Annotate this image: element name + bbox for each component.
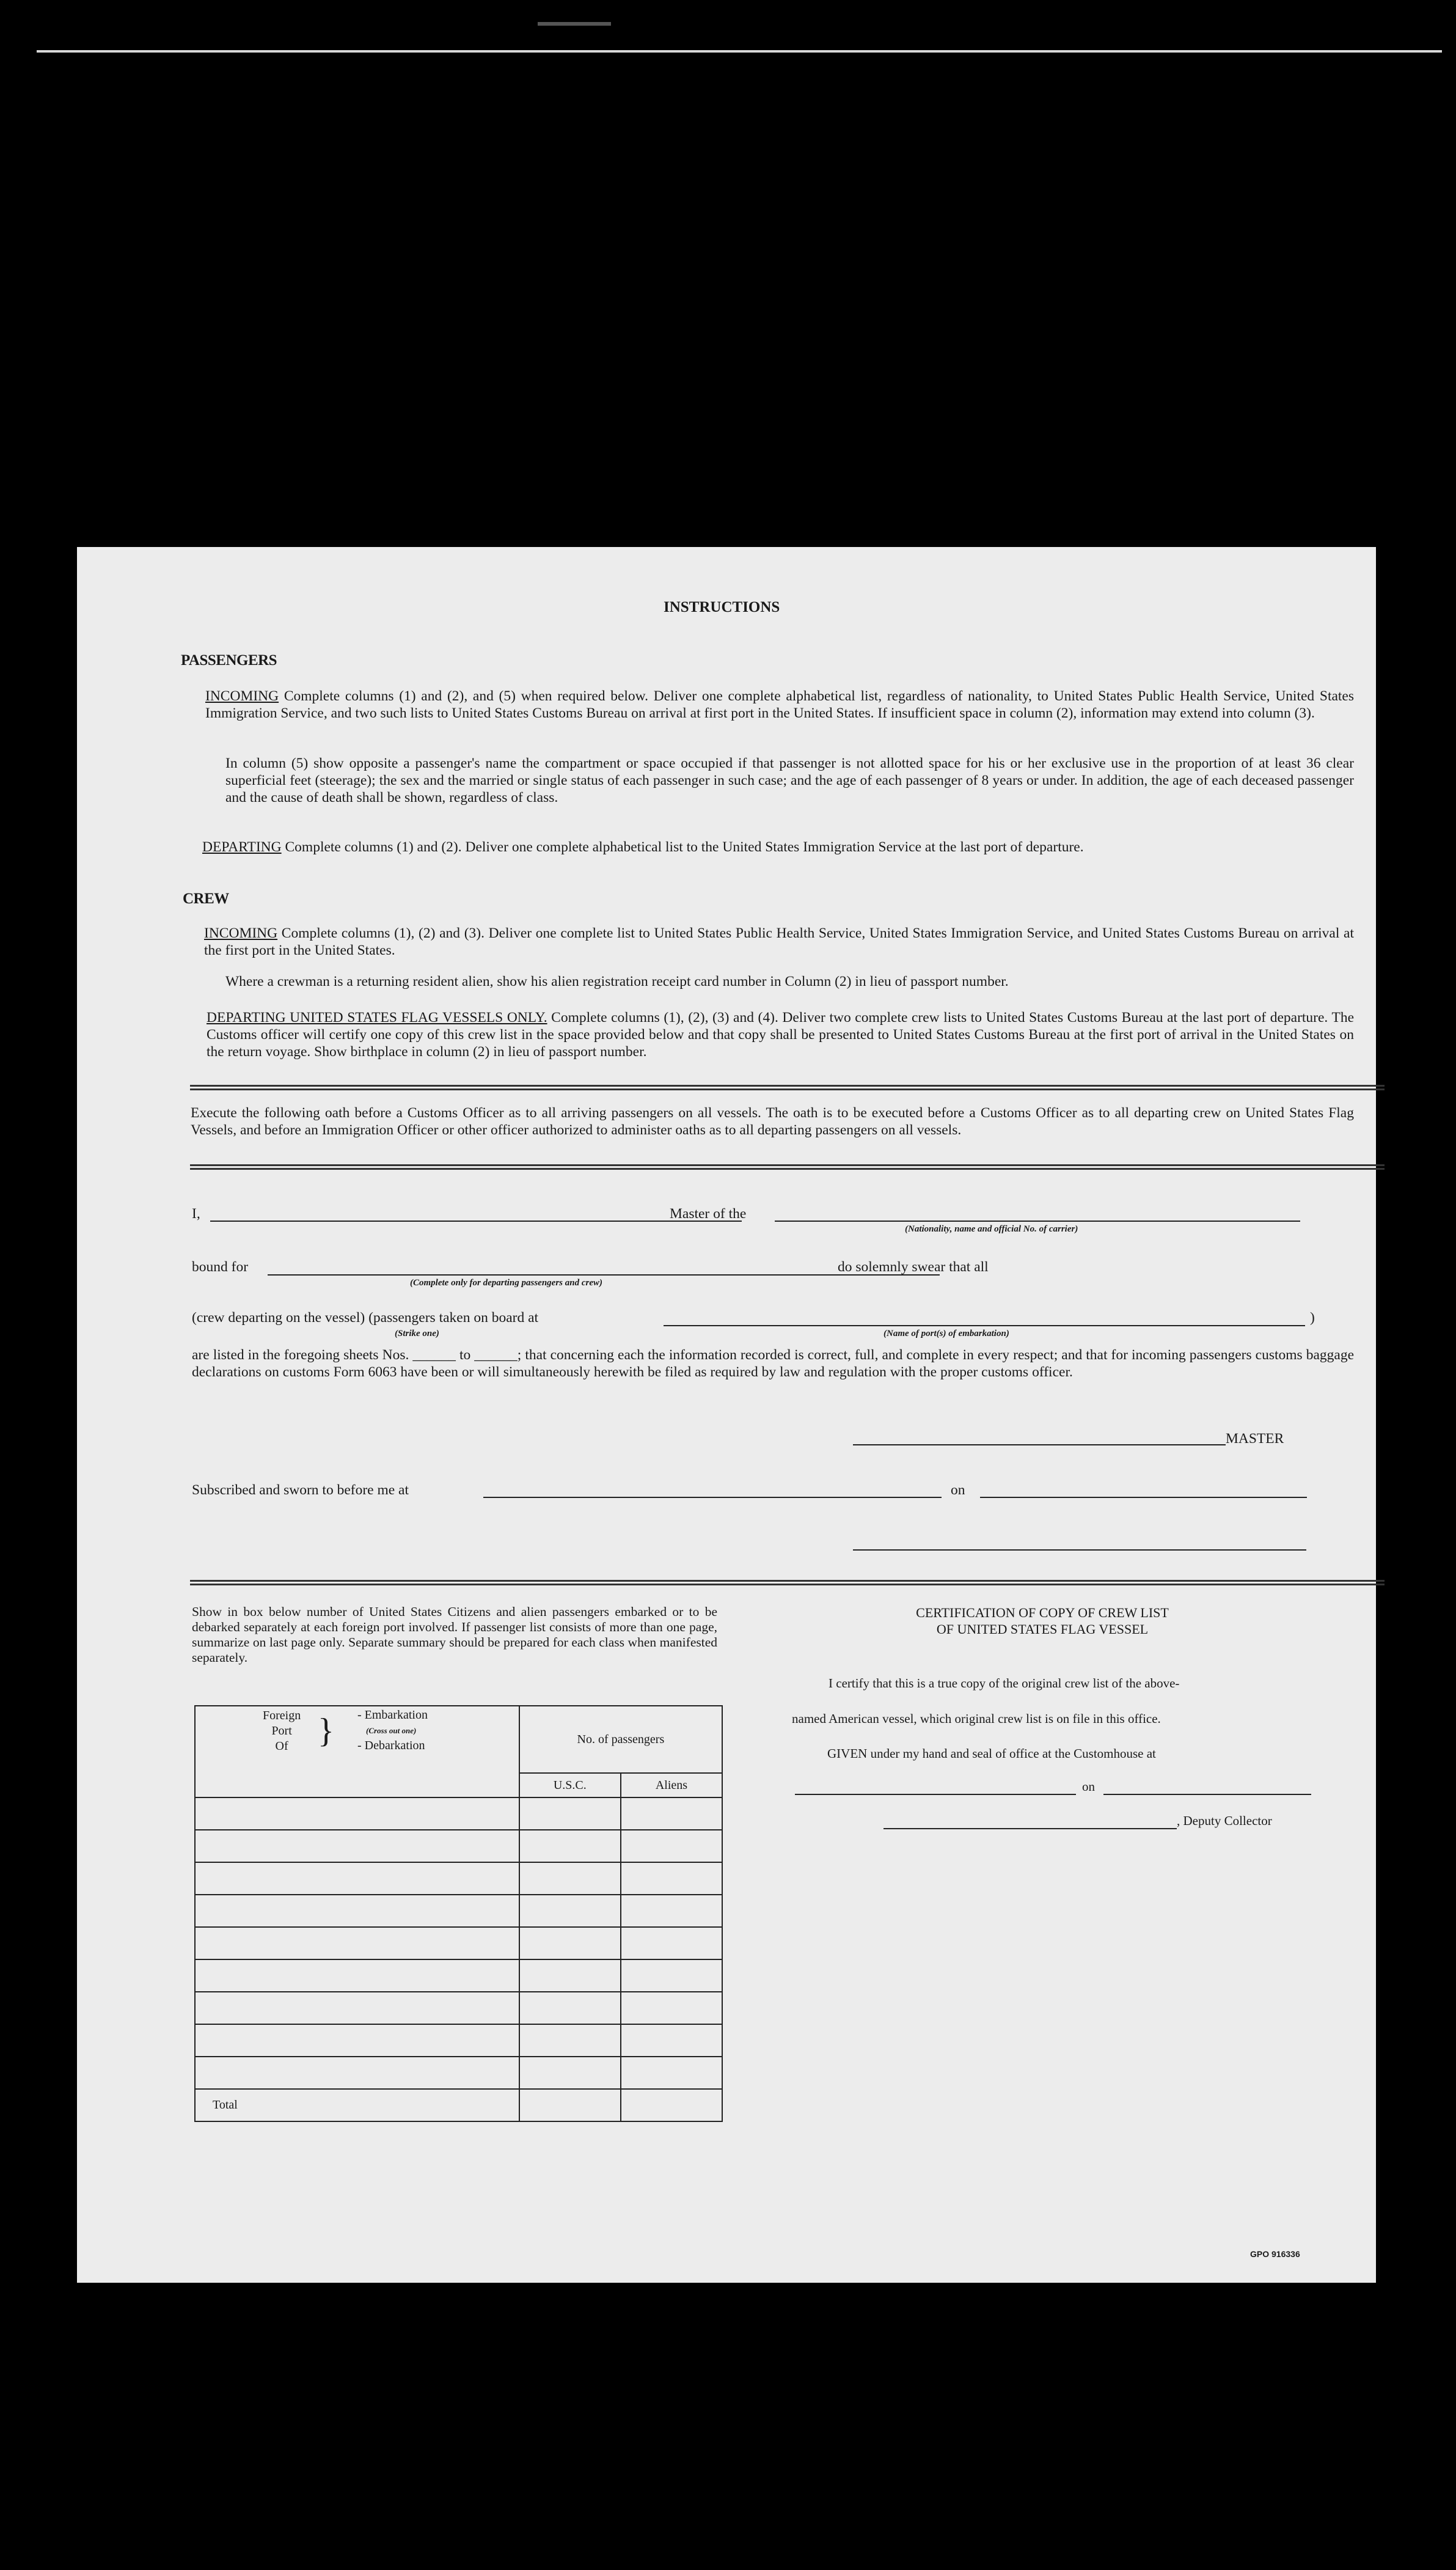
oath-intro: Execute the following oath before a Customs Officer as to all arriving passengers on all vessels. The oath is to be executed before a Customs Officer as to all departing crew on United States Flag Vessels, and before an Immigration Officer or other officer authorized to administer oaths as to all departing passengers on all vessels. xyxy=(191,1105,1354,1138)
departing-label: DEPARTING xyxy=(202,839,282,855)
crew-departing-text: (crew departing on the vessel) (passengers taken on board at xyxy=(192,1310,539,1326)
passengers-departing-paragraph xyxy=(202,839,1354,856)
total-row xyxy=(195,2089,722,2121)
incoming-label: INCOMING xyxy=(205,688,279,704)
crew-departing-label: DEPARTING UNITED STATES FLAG VESSELS ONLY. xyxy=(207,1010,547,1026)
divider xyxy=(190,1164,1385,1170)
gpo-code: GPO 916336 xyxy=(1250,2249,1300,2259)
crew-incoming-text: Complete columns (1), (2) and (3). Deliver one complete list to United States Public Health Service, United States Immigration Service, and United States Customs Bureau on arrival at the first port in the United States. xyxy=(204,925,1354,958)
master-signature-line[interactable] xyxy=(853,1444,1226,1445)
table-row xyxy=(195,1959,722,1992)
crew-heading: CREW xyxy=(183,890,229,907)
summary-instructions: Show in box below number of United States Citizens and alien passengers embarked or to be debarked separately at each foreign port involved. If passenger list consists of more than one page, summarize on last page only. Separate summary should be prepared for each class when manifested separately. xyxy=(192,1604,717,1665)
table-row xyxy=(195,1992,722,2024)
passengers-heading: PASSENGERS xyxy=(181,652,277,669)
passenger-summary-table xyxy=(194,1705,723,2122)
divider xyxy=(190,1580,1385,1585)
port-note: (Name of port(s) of embarkation) xyxy=(883,1329,1009,1338)
crew-incoming-paragraph xyxy=(204,925,1354,959)
cross-out-note: (Cross out one) xyxy=(366,1726,417,1735)
resident-alien-paragraph: Where a crewman is a returning resident alien, show his alien registration receipt card number in Column (2) in lieu of passport number. xyxy=(225,974,1009,989)
master-signature-label: MASTER xyxy=(1226,1431,1284,1447)
crew-departing-paragraph xyxy=(207,1009,1354,1060)
swear-text: do solemnly swear that all xyxy=(838,1259,989,1275)
table-row xyxy=(195,2024,722,2057)
passengers-incoming-paragraph xyxy=(205,688,1354,722)
deputy-collector-label: , Deputy Collector xyxy=(1177,1813,1272,1828)
table-row xyxy=(195,1862,722,1895)
certification-title xyxy=(798,1604,1287,1637)
foreign-port-header xyxy=(195,1706,519,1797)
certification-text-2: named American vessel, which original crew list is on file in this office. xyxy=(792,1711,1161,1726)
sworn-date-field[interactable] xyxy=(980,1497,1307,1498)
on-label: on xyxy=(951,1482,965,1498)
of-label: Of xyxy=(275,1739,288,1753)
form-page xyxy=(77,547,1376,2283)
close-paren: ) xyxy=(1310,1310,1315,1326)
total-label: Total xyxy=(195,2089,519,2121)
column5-paragraph: In column (5) show opposite a passenger's name the compartment or space occupied if that passenger is not allotted space for his or her exclusive use in the proportion of at least 36 clear superficial feet (steerage); the sex and the married or single status of each passenger in such case; and the age of each passenger of 8 years or under. In addition, the age of each deceased passenger and the cause of death shall be shown, regardless of class. xyxy=(225,755,1354,806)
bound-for-label: bound for xyxy=(192,1259,249,1275)
complete-note: (Complete only for departing passengers and crew) xyxy=(410,1278,602,1288)
carrier-field[interactable] xyxy=(775,1221,1300,1222)
i-label: I, xyxy=(192,1206,200,1222)
aliens-header: Aliens xyxy=(621,1773,722,1797)
table-row xyxy=(195,2057,722,2089)
certification-title-2: OF UNITED STATES FLAG VESSEL xyxy=(936,1621,1149,1637)
deputy-signature-line[interactable] xyxy=(883,1828,1177,1829)
certification-text-3: GIVEN under my hand and seal of office at the Customhouse at xyxy=(827,1746,1156,1761)
incoming-text: Complete columns (1) and (2), and (5) when required below. Deliver one complete alphabetical list, regardless of nationality, to United States Public Health Service, United States Immigration Service, and two such lists to United States Customs Bureau on arrival at first port in the United States. If insufficient space in column (2), information may extend into column (3). xyxy=(205,688,1355,721)
nationality-note: (Nationality, name and official No. of carrier) xyxy=(905,1224,1078,1234)
sworn-place-field[interactable] xyxy=(483,1497,942,1498)
crew-incoming-label: INCOMING xyxy=(204,925,278,941)
cert-date-field[interactable] xyxy=(1103,1794,1311,1795)
usc-header: U.S.C. xyxy=(519,1773,621,1797)
foreign-label: Foreign xyxy=(263,1709,301,1722)
port-embarkation-field[interactable] xyxy=(664,1325,1305,1326)
table-row xyxy=(195,1895,722,1927)
table-row xyxy=(195,1830,722,1862)
brace-icon: } xyxy=(318,1712,334,1750)
departing-text: Complete columns (1) and (2). Deliver one complete alphabetical list to the United States Immigration Service at the last port of departure. xyxy=(285,839,1084,855)
subscribed-label: Subscribed and sworn to before me at xyxy=(192,1482,409,1498)
embarkation-option[interactable]: - Embarkation xyxy=(357,1708,428,1722)
page-title: INSTRUCTIONS xyxy=(664,599,780,615)
divider xyxy=(190,1085,1385,1090)
crew-departing-text: Complete columns (1), (2), (3) and (4). Deliver two complete crew lists to United States Customs Bureau at the last port of departure. The Customs officer will certify one copy of this crew list in the space provided below and that copy shall be presented to United States Customs Bureau at the first port of arrival in the United States on the return voyage. Show birthplace in column (2) in lieu of passport number. xyxy=(207,1010,1354,1060)
debarkation-option[interactable]: - Debarkation xyxy=(357,1739,425,1752)
strike-one-note: (Strike one) xyxy=(395,1329,439,1338)
officer-signature-line[interactable] xyxy=(853,1549,1306,1551)
port-label: Port xyxy=(271,1724,292,1738)
master-of-label: Master of the xyxy=(670,1206,747,1222)
certification-title-1: CERTIFICATION OF COPY OF CREW LIST xyxy=(916,1605,1169,1620)
master-name-field[interactable] xyxy=(210,1221,742,1222)
certification-text-1: I certify that this is a true copy of the original crew list of the above- xyxy=(829,1676,1180,1691)
scan-noise xyxy=(538,22,611,26)
table-row xyxy=(195,1927,722,1959)
cert-on-label: on xyxy=(1082,1779,1095,1794)
no-of-passengers-header: No. of passengers xyxy=(519,1706,722,1773)
table-row xyxy=(195,1797,722,1830)
customhouse-field[interactable] xyxy=(795,1794,1076,1795)
listed-paragraph: are listed in the foregoing sheets Nos. ______ to ______; that concerning each the information recorded is correct, full, and complete in every respect; and that for incoming passengers customs baggage declarations on customs Form 6063 have been or will simultaneously herewith be filed as required by law and regulation with the proper customs officer. xyxy=(192,1347,1354,1380)
scan-edge-line xyxy=(37,50,1442,53)
